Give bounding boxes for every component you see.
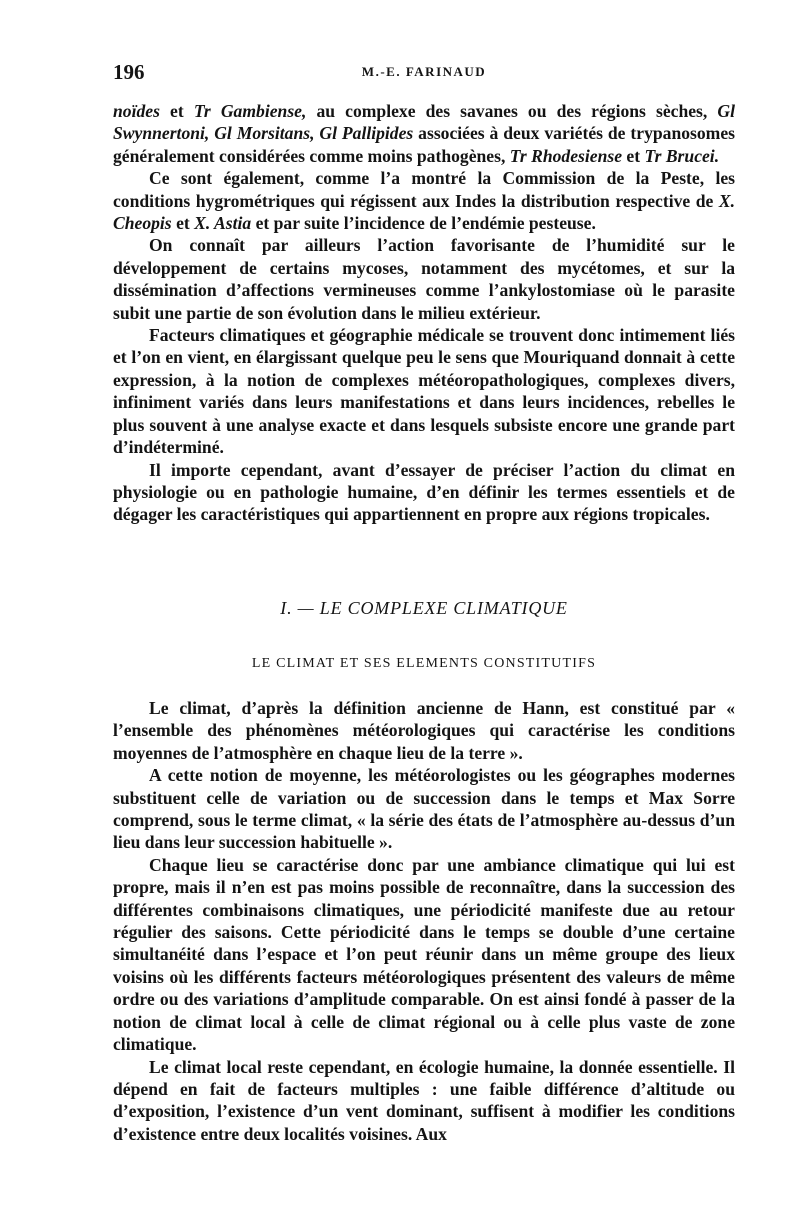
section-title: I. — LE COMPLEXE CLIMATIQUE — [280, 598, 568, 618]
paragraph-moyenne: A cette notion de moyenne, les météorologistes ou les géographes modernes substituent celle de variation ou de succession dans le temps et Max Sorre comprend, sous le terme climat, « la série des états de l’atmosphère au-dessus d’un lieu dans leur succession habituelle ». — [113, 765, 735, 853]
italic-term: Tr Rhodesiense — [509, 145, 623, 166]
italic-term: Tr Brucei. — [644, 145, 720, 166]
subsection-title: LE CLIMAT ET SES ELEMENTS CONSTITUTIFS — [251, 656, 597, 671]
paragraph-text: associées à deux variétés de trypanosomes généralement considérées comme moins pathogènes, — [113, 123, 735, 166]
paragraph-humidite: On connaît par ailleurs l’action favorisante de l’humidité sur le développement de certains mycoses, notamment des mycétomes, et sur la dissémination d’affections vermineuses comme l’ankylostomiase où le parasite subit une partie de son évolution dans le milieu extérieur. — [113, 235, 735, 323]
paragraph-climat-local: Le climat local reste cependant, en écologie humaine, la donnée essentielle. Il dépend en fait de facteurs multiples : une faible différence d’altitude ou d’exposition, l’existence d’un vent dominant, suffisent à modifier les conditions d’existence entre deux localités voisines. Aux — [113, 1056, 735, 1144]
paragraph-text: au complexe des savanes ou des régions sèches, — [306, 101, 718, 121]
paragraph-facteurs: Facteurs climatiques et géographie médicale se trouvent donc intimement liés et l’on en vient, en élargissant quelque peu le sens que Mouriquand donnait à cette expression, à la notion de complexes météoropathologiques, complexes divers, infiniment variés dans leurs manifestations et dans leurs incidences, rebelles le plus souvent à une analyse exacte et dans lesquels subsiste encore une grande part d’indéterminé. — [113, 325, 735, 458]
italic-term: X. Astia — [194, 213, 252, 234]
italic-term: Tr Gambiense, — [193, 101, 307, 121]
paragraph-peste — [113, 167, 735, 234]
page-number: 196 — [113, 60, 145, 84]
italic-term: X. Cheopis — [113, 190, 735, 234]
paragraph-text: et — [622, 145, 645, 166]
paragraph-ambiance: Chaque lieu se caractérise donc par une ambiance climatique qui lui est propre, mais il n’en est pas moins possible de reconnaître, dans la succession des différentes combinaisons climatiques, une périodicité manifeste due au retour régulier des saisons. Cette périodicité dans le temps se double d’une certaine simultanéité dans l’espace et l’on peut réunir dans un même groupe des lieux voisins où les différents facteurs météorologiques présentent des valeurs de même ordre ou des variations d’amplitude comparable. On est ainsi fondé à passer de la notion de climat local à celle de climat régional ou à celle plus vaste de zone climatique. — [113, 854, 735, 1055]
paragraph-text: et — [171, 213, 195, 234]
paragraph-importe: Il importe cependant, avant d’essayer de préciser l’action du climat en physiologie ou en pathologie humaine, d’en définir les termes essentiels et de dégager les caractéristiques qui appartiennent en propre aux régions tropicales. — [113, 459, 735, 525]
paragraph-text: et — [159, 101, 194, 121]
page-header — [113, 60, 735, 88]
intro-text-block — [113, 100, 735, 526]
paragraph-text: et par suite l’incidence de l’endémie pesteuse. — [251, 213, 596, 234]
paragraph-glossina — [113, 100, 735, 167]
italic-term: noïdes — [113, 101, 160, 121]
running-head: M.-E. FARINAUD — [361, 64, 487, 79]
paragraph-text: Ce sont également, comme l’a montré la Commission de la Peste, les conditions hygrométriques qui régissent aux Indes la distribution respective de — [113, 168, 735, 211]
paragraph-definition: Le climat, d’après la définition ancienne de Hann, est constitué par « l’ensemble des phénomènes météorologiques qui caractérise les conditions moyennes de l’atmosphère en chaque lieu de la terre ». — [113, 698, 735, 763]
italic-term: Gl Swynnertoni, Gl Morsitans, Gl Pallipides — [113, 101, 735, 144]
body-text-block — [113, 697, 735, 1145]
